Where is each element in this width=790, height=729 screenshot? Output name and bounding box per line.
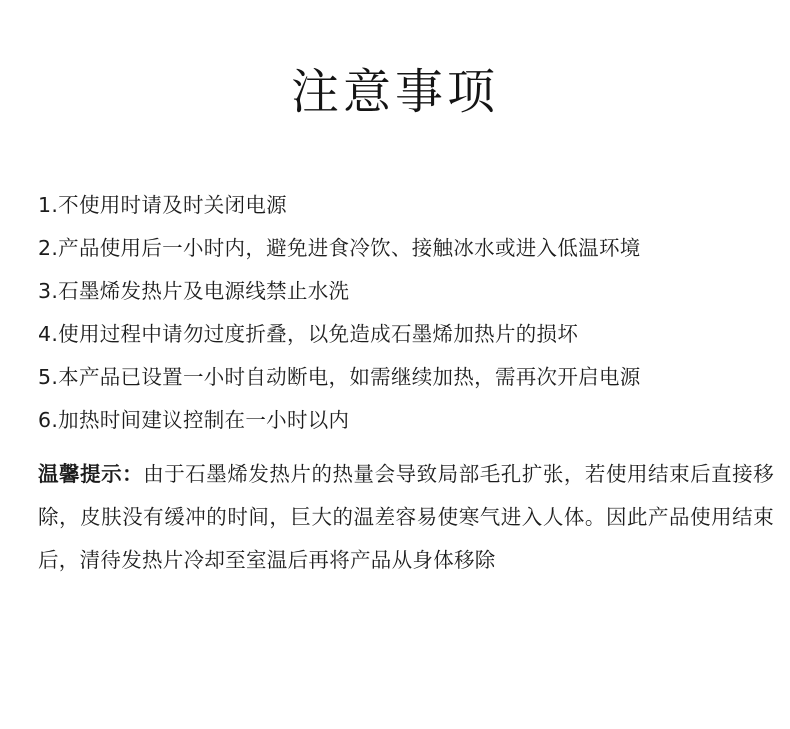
list-item: 2.产品使用后一小时内，避免进食冷饮、接触冰水或进入低温环境	[38, 236, 641, 260]
page-title: 注意事项	[290, 64, 499, 120]
list-item: 6.加热时间建议控制在一小时以内	[38, 408, 350, 432]
notice-list	[0, 184, 790, 582]
list-item: 5.本产品已设置一小时自动断电，如需继续加热，需再次开启电源	[38, 365, 641, 389]
list-item: 3.石墨烯发热片及电源线禁止水洗	[38, 279, 350, 303]
warm-tip-text: 由于石墨烯发热片的热量会导致局部毛孔扩张，若使用结束后直接移除，皮肤没有缓冲的时间，巨大的温差容易使寒气进入人体。因此产品使用结束后，清待发热片冷却至室温后再将产品从身体移除	[38, 462, 775, 572]
warm-tip-label: 温馨提示：	[38, 462, 144, 486]
list-item: 1.不使用时请及时关闭电源	[38, 193, 287, 217]
list-item: 4.使用过程中请勿过度折叠，以免造成石墨烯加热片的损坏	[38, 322, 579, 346]
warm-tip-paragraph	[38, 453, 774, 582]
